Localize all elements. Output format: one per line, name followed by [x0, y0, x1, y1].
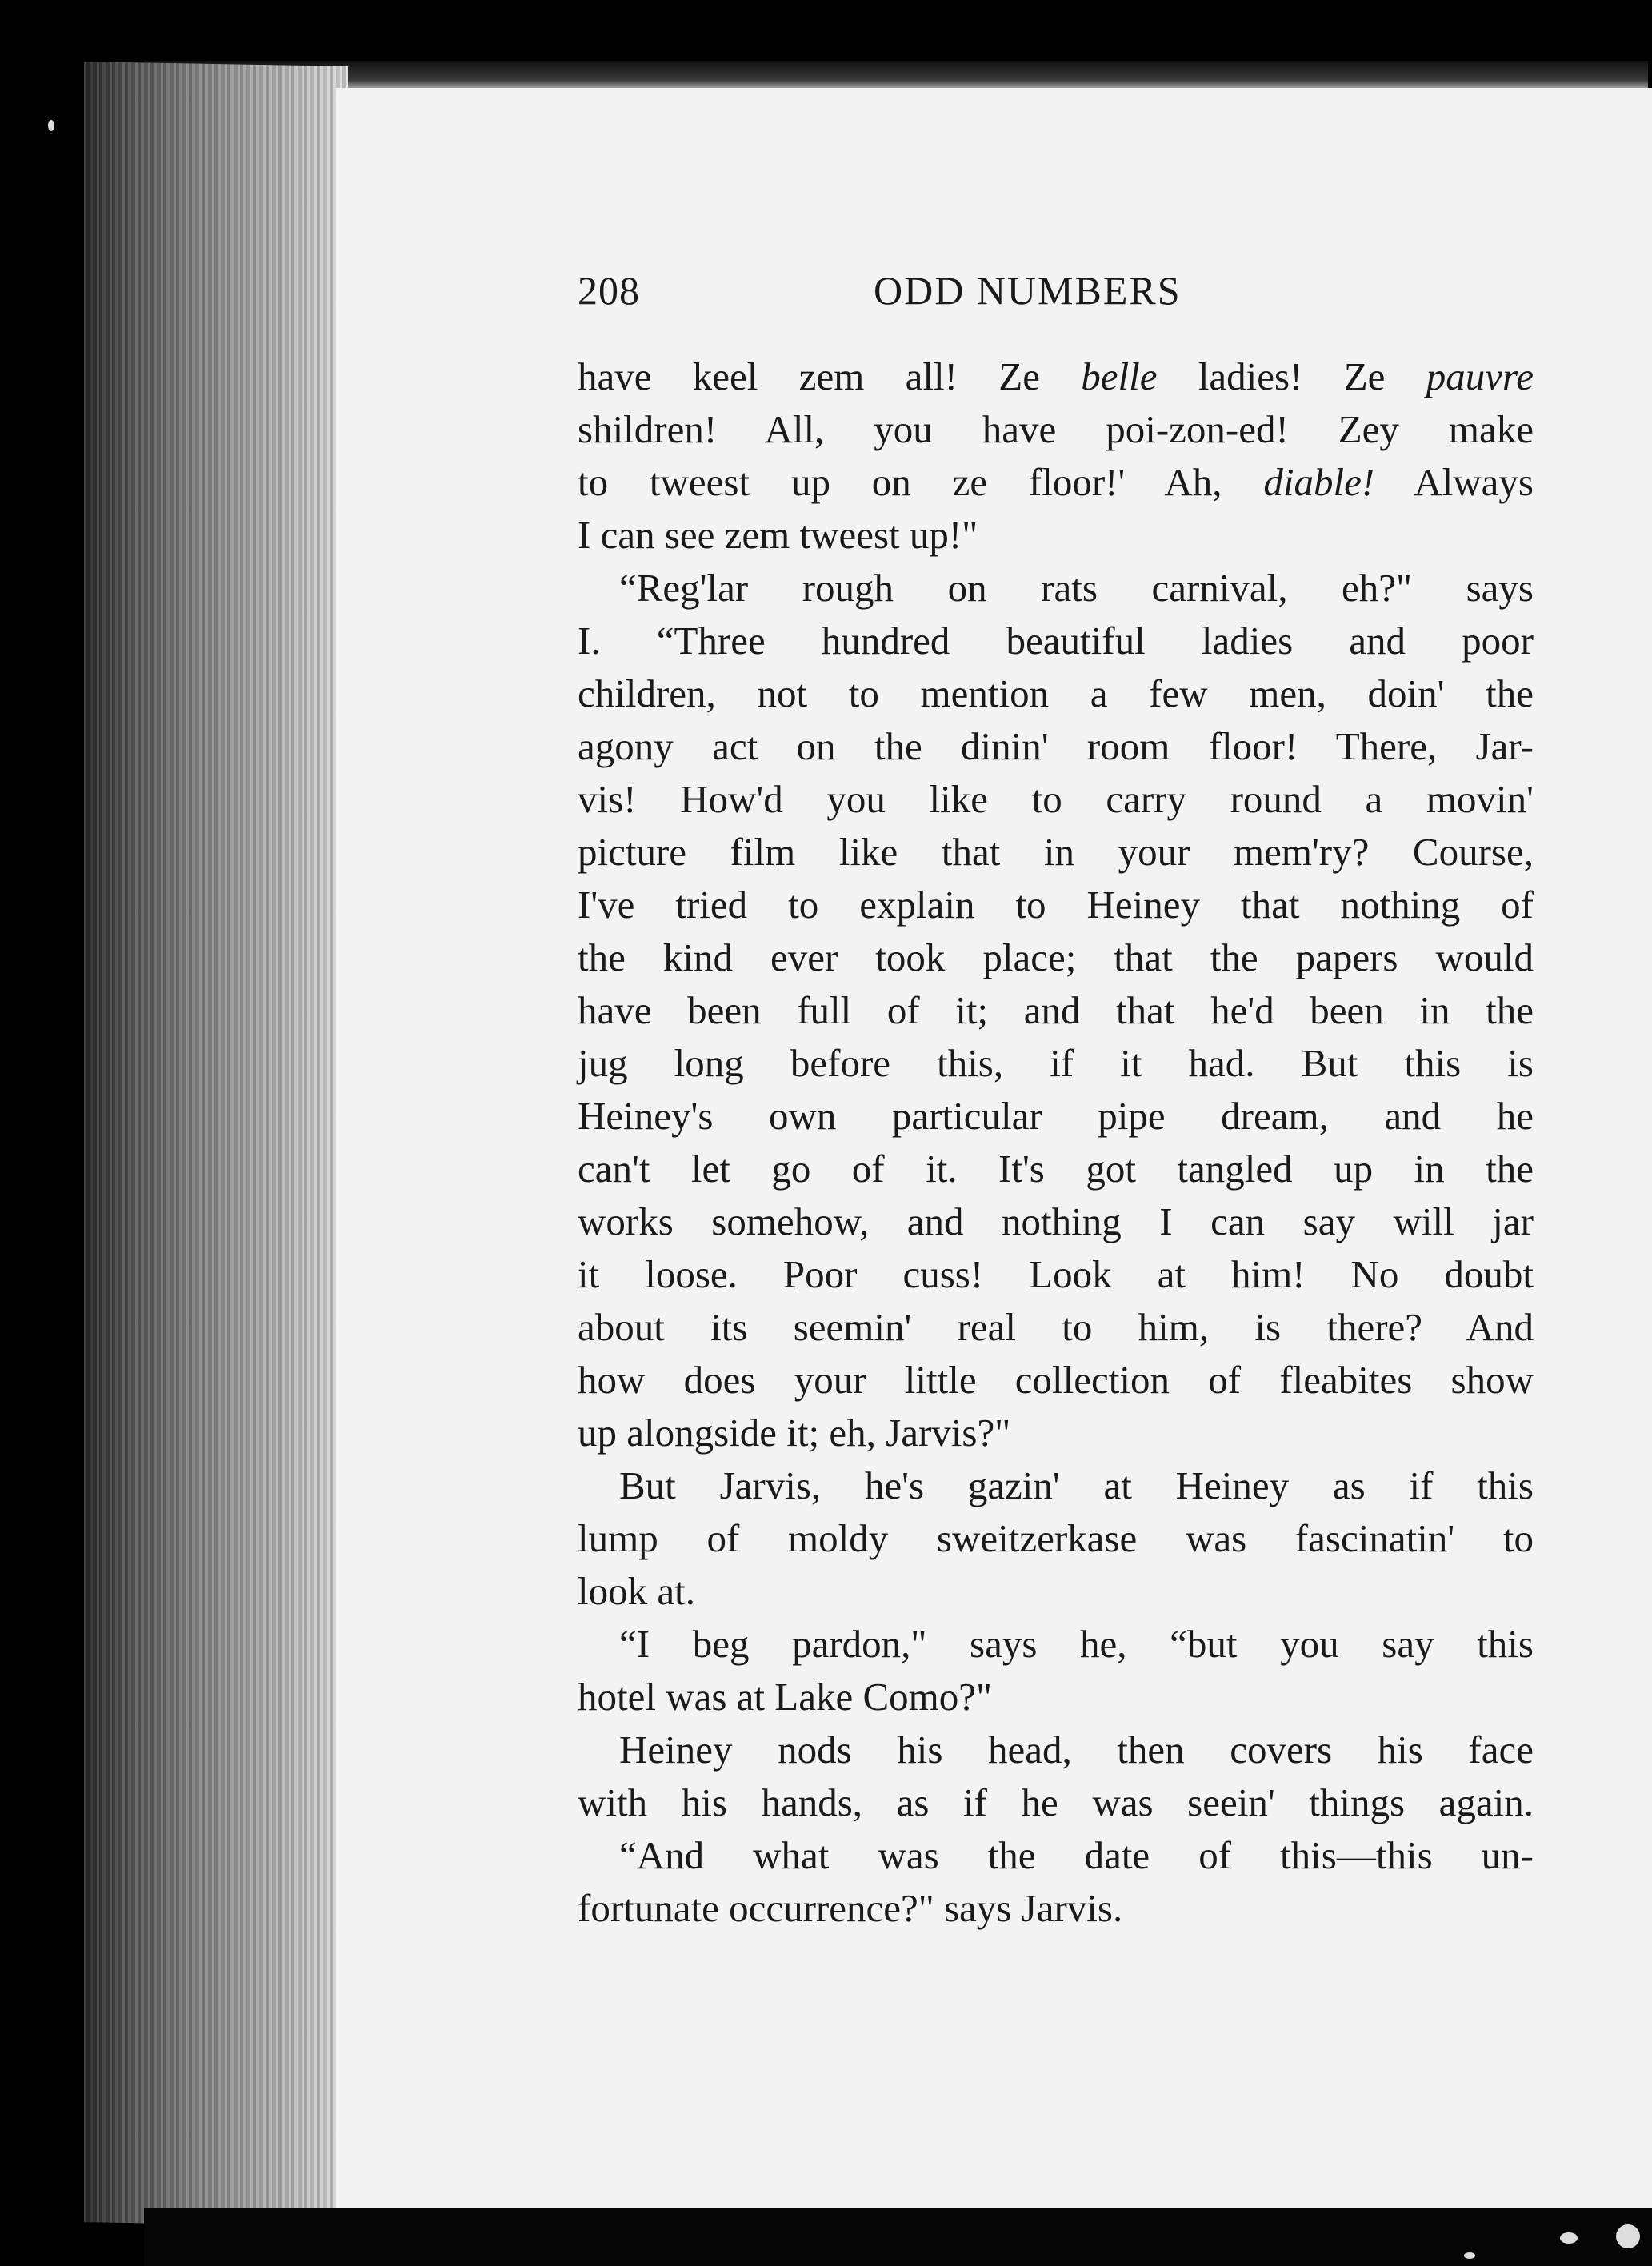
text-line: Heiney nods his head, then covers his face	[619, 1728, 1534, 1772]
page-text-block	[578, 264, 1534, 1935]
text-line: can't let go of it. It's got tangled up in the	[578, 1147, 1534, 1191]
text-line: have keel zem all! Ze belle ladies! Ze pauvre	[578, 354, 1534, 398]
text-line: lump of moldy sweitzerkase was fascinatin' to	[578, 1516, 1534, 1560]
text-line: look at.	[578, 1569, 695, 1613]
text-line: up alongside it; eh, Jarvis?"	[578, 1411, 1011, 1455]
text-line: jug long before this, if it had. But this is	[578, 1041, 1534, 1085]
running-head	[578, 264, 1534, 350]
dust-speck	[1464, 2252, 1475, 2259]
text-line: agony act on the dinin' room floor! There, Jar-	[578, 724, 1534, 768]
page-number: 208	[578, 268, 640, 313]
text-line: how does your little collection of fleabites show	[578, 1358, 1534, 1402]
text-line: it loose. Poor cuss! Look at him! No doubt	[578, 1252, 1534, 1296]
page-bottom-shadow	[144, 2208, 1652, 2266]
text-line: the kind ever took place; that the papers would	[578, 935, 1534, 979]
book-title: ODD NUMBERS	[874, 268, 1182, 313]
dust-speck	[48, 120, 54, 131]
text-line: works somehow, and nothing I can say will jar	[578, 1199, 1534, 1243]
text-line: have been full of it; and that he'd been in the	[578, 988, 1534, 1032]
dust-speck	[1616, 2224, 1640, 2248]
text-line: with his hands, as if he was seein' things again.	[578, 1780, 1534, 1824]
text-line: “And what was the date of this—this un-	[619, 1833, 1534, 1877]
text-line: “I beg pardon," says he, “but you say this	[619, 1622, 1534, 1666]
body-text	[578, 350, 1534, 1935]
text-line: I can see zem tweest up!"	[578, 513, 978, 557]
text-line: shildren! All, you have poi-zon-ed! Zey make	[578, 407, 1534, 451]
text-line: I've tried to explain to Heiney that nothing of	[578, 883, 1534, 927]
text-line: children, not to mention a few men, doin' the	[578, 671, 1534, 715]
text-line: fortunate occurrence?" says Jarvis.	[578, 1886, 1123, 1930]
page-stack-edge	[84, 62, 348, 2227]
text-line: “Reg'lar rough on rats carnival, eh?" says	[619, 566, 1534, 610]
text-line: to tweest up on ze floor!' Ah, diable! Always	[578, 460, 1534, 504]
text-line: Heiney's own particular pipe dream, and he	[578, 1094, 1534, 1138]
text-line: about its seemin' real to him, is there? And	[578, 1305, 1534, 1349]
text-line: vis! How'd you like to carry round a movin'	[578, 777, 1534, 821]
dust-speck	[1560, 2232, 1578, 2244]
text-line: I. “Three hundred beautiful ladies and poor	[578, 619, 1534, 663]
text-line: picture film like that in your mem'ry? Course,	[578, 830, 1534, 874]
text-line: hotel was at Lake Como?"	[578, 1675, 993, 1719]
text-line: But Jarvis, he's gazin' at Heiney as if this	[619, 1463, 1534, 1507]
